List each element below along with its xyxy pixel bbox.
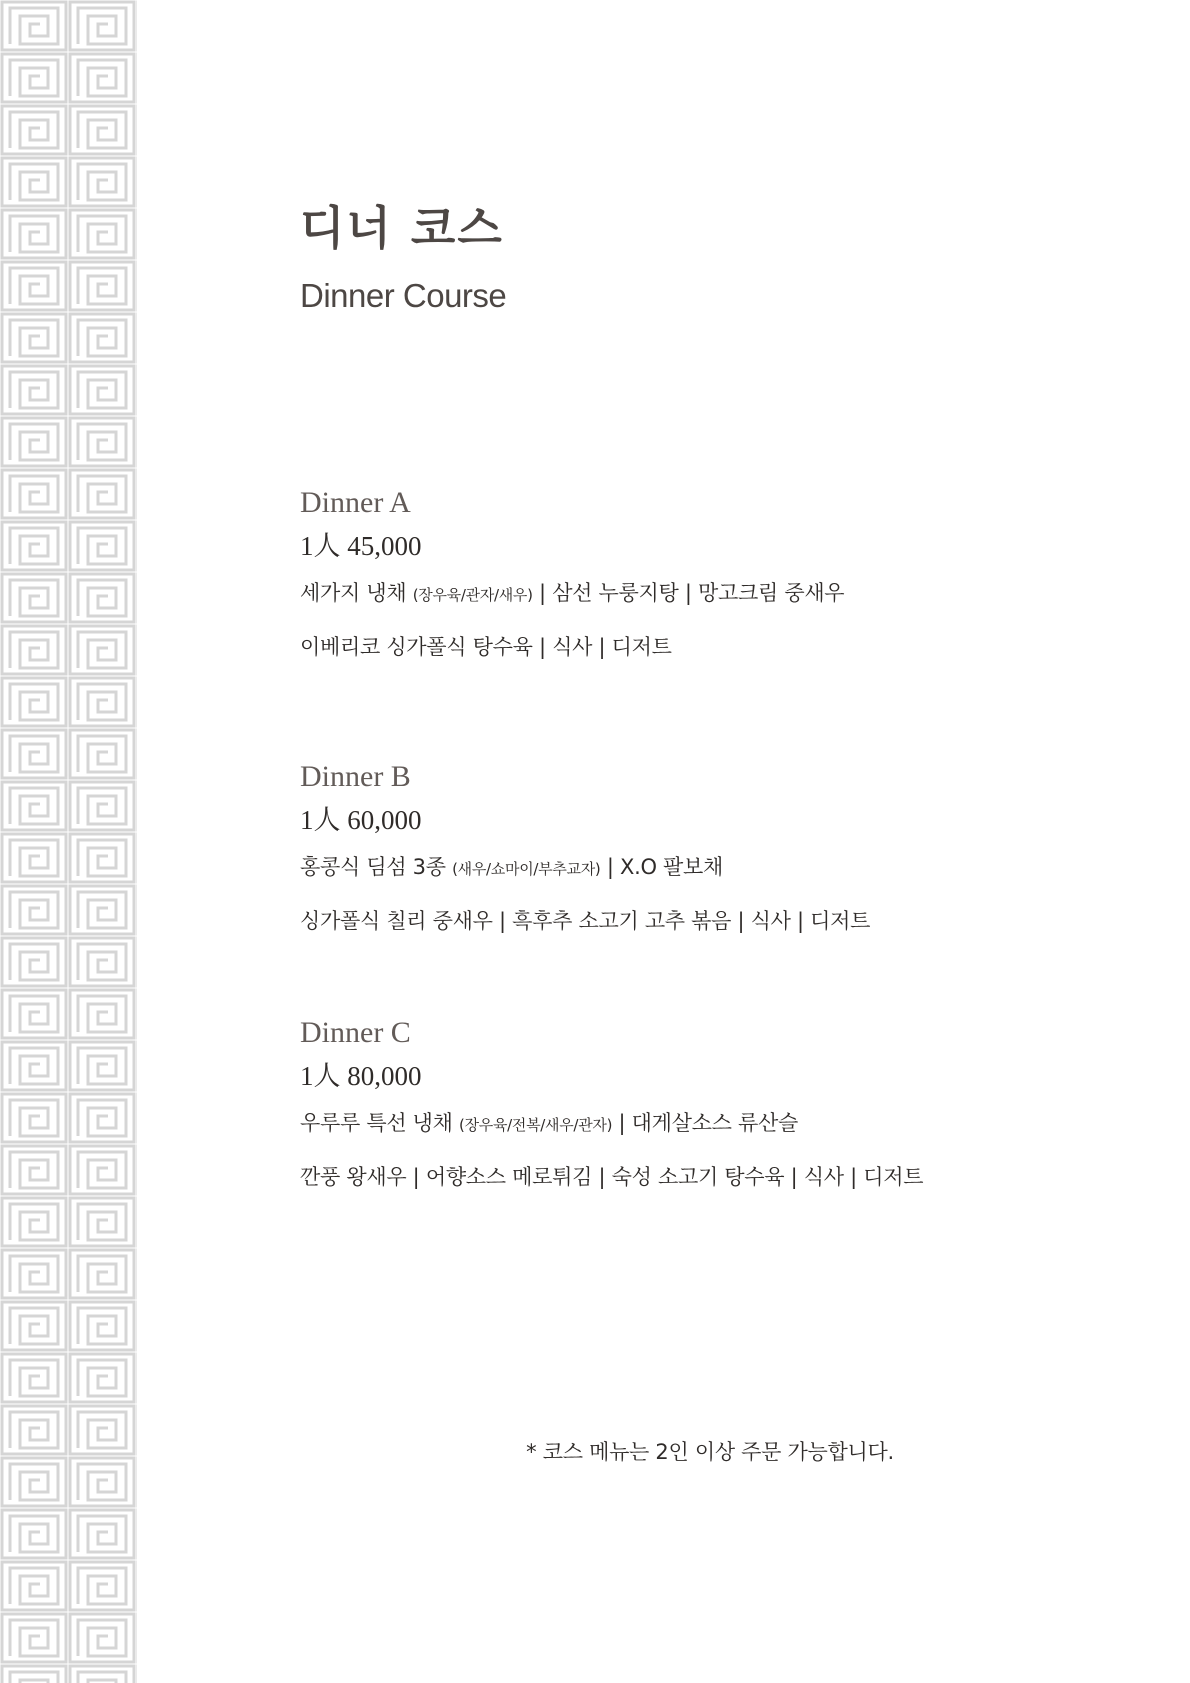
menu-item-rest: | 삼선 누룽지탕 | 망고크림 중새우 — [539, 581, 845, 605]
greek-key-pattern-icon — [0, 0, 137, 1683]
course-menu-line-2: 깐풍 왕새우 | 어향소스 메로튀김 | 숙성 소고기 탕수육 | 식사 | 디저트 — [300, 1165, 924, 1189]
course-menu-line-1 — [300, 578, 1120, 610]
menu-item-detail: (새우/쇼마이/부추교자) — [452, 860, 601, 878]
greek-key-border — [0, 0, 137, 1683]
course-name: Dinner A — [300, 486, 411, 519]
course-dinner-b — [300, 758, 1120, 936]
menu-item-detail: (장우육/관자/새우) — [412, 586, 533, 604]
course-menu-line-2: 싱가폴식 칠리 중새우 | 흑후추 소고기 고추 볶음 | 식사 | 디저트 — [300, 909, 871, 933]
menu-item-main: 홍콩식 딤섬 3종 — [300, 855, 446, 879]
course-menu-line-1 — [300, 852, 1120, 884]
course-dinner-c — [300, 1014, 1120, 1192]
course-dinner-a — [300, 484, 1120, 662]
course-price: 1人 60,000 — [300, 805, 422, 835]
menu-item-rest: | X.O 팔보채 — [606, 855, 724, 879]
course-menu-line-2: 이베리코 싱가폴식 탕수육 | 식사 | 디저트 — [300, 635, 672, 659]
page-title: 디너 코스 — [300, 201, 504, 255]
menu-item-main: 세가지 냉채 — [300, 581, 407, 605]
course-name: Dinner C — [300, 1016, 411, 1049]
course-menu-line-1 — [300, 1108, 1120, 1140]
course-price: 1人 80,000 — [300, 1061, 422, 1091]
menu-item-main: 우루루 특선 냉채 — [300, 1111, 453, 1135]
footnote: * 코스 메뉴는 2인 이상 주문 가능합니다. — [526, 1440, 894, 1464]
page-subtitle: Dinner Course — [300, 277, 507, 314]
menu-item-detail: (장우육/전복/새우/관자) — [459, 1116, 613, 1134]
course-price: 1人 45,000 — [300, 531, 422, 561]
menu-item-rest: | 대게살소스 류산슬 — [618, 1111, 798, 1135]
course-name: Dinner B — [300, 760, 411, 793]
